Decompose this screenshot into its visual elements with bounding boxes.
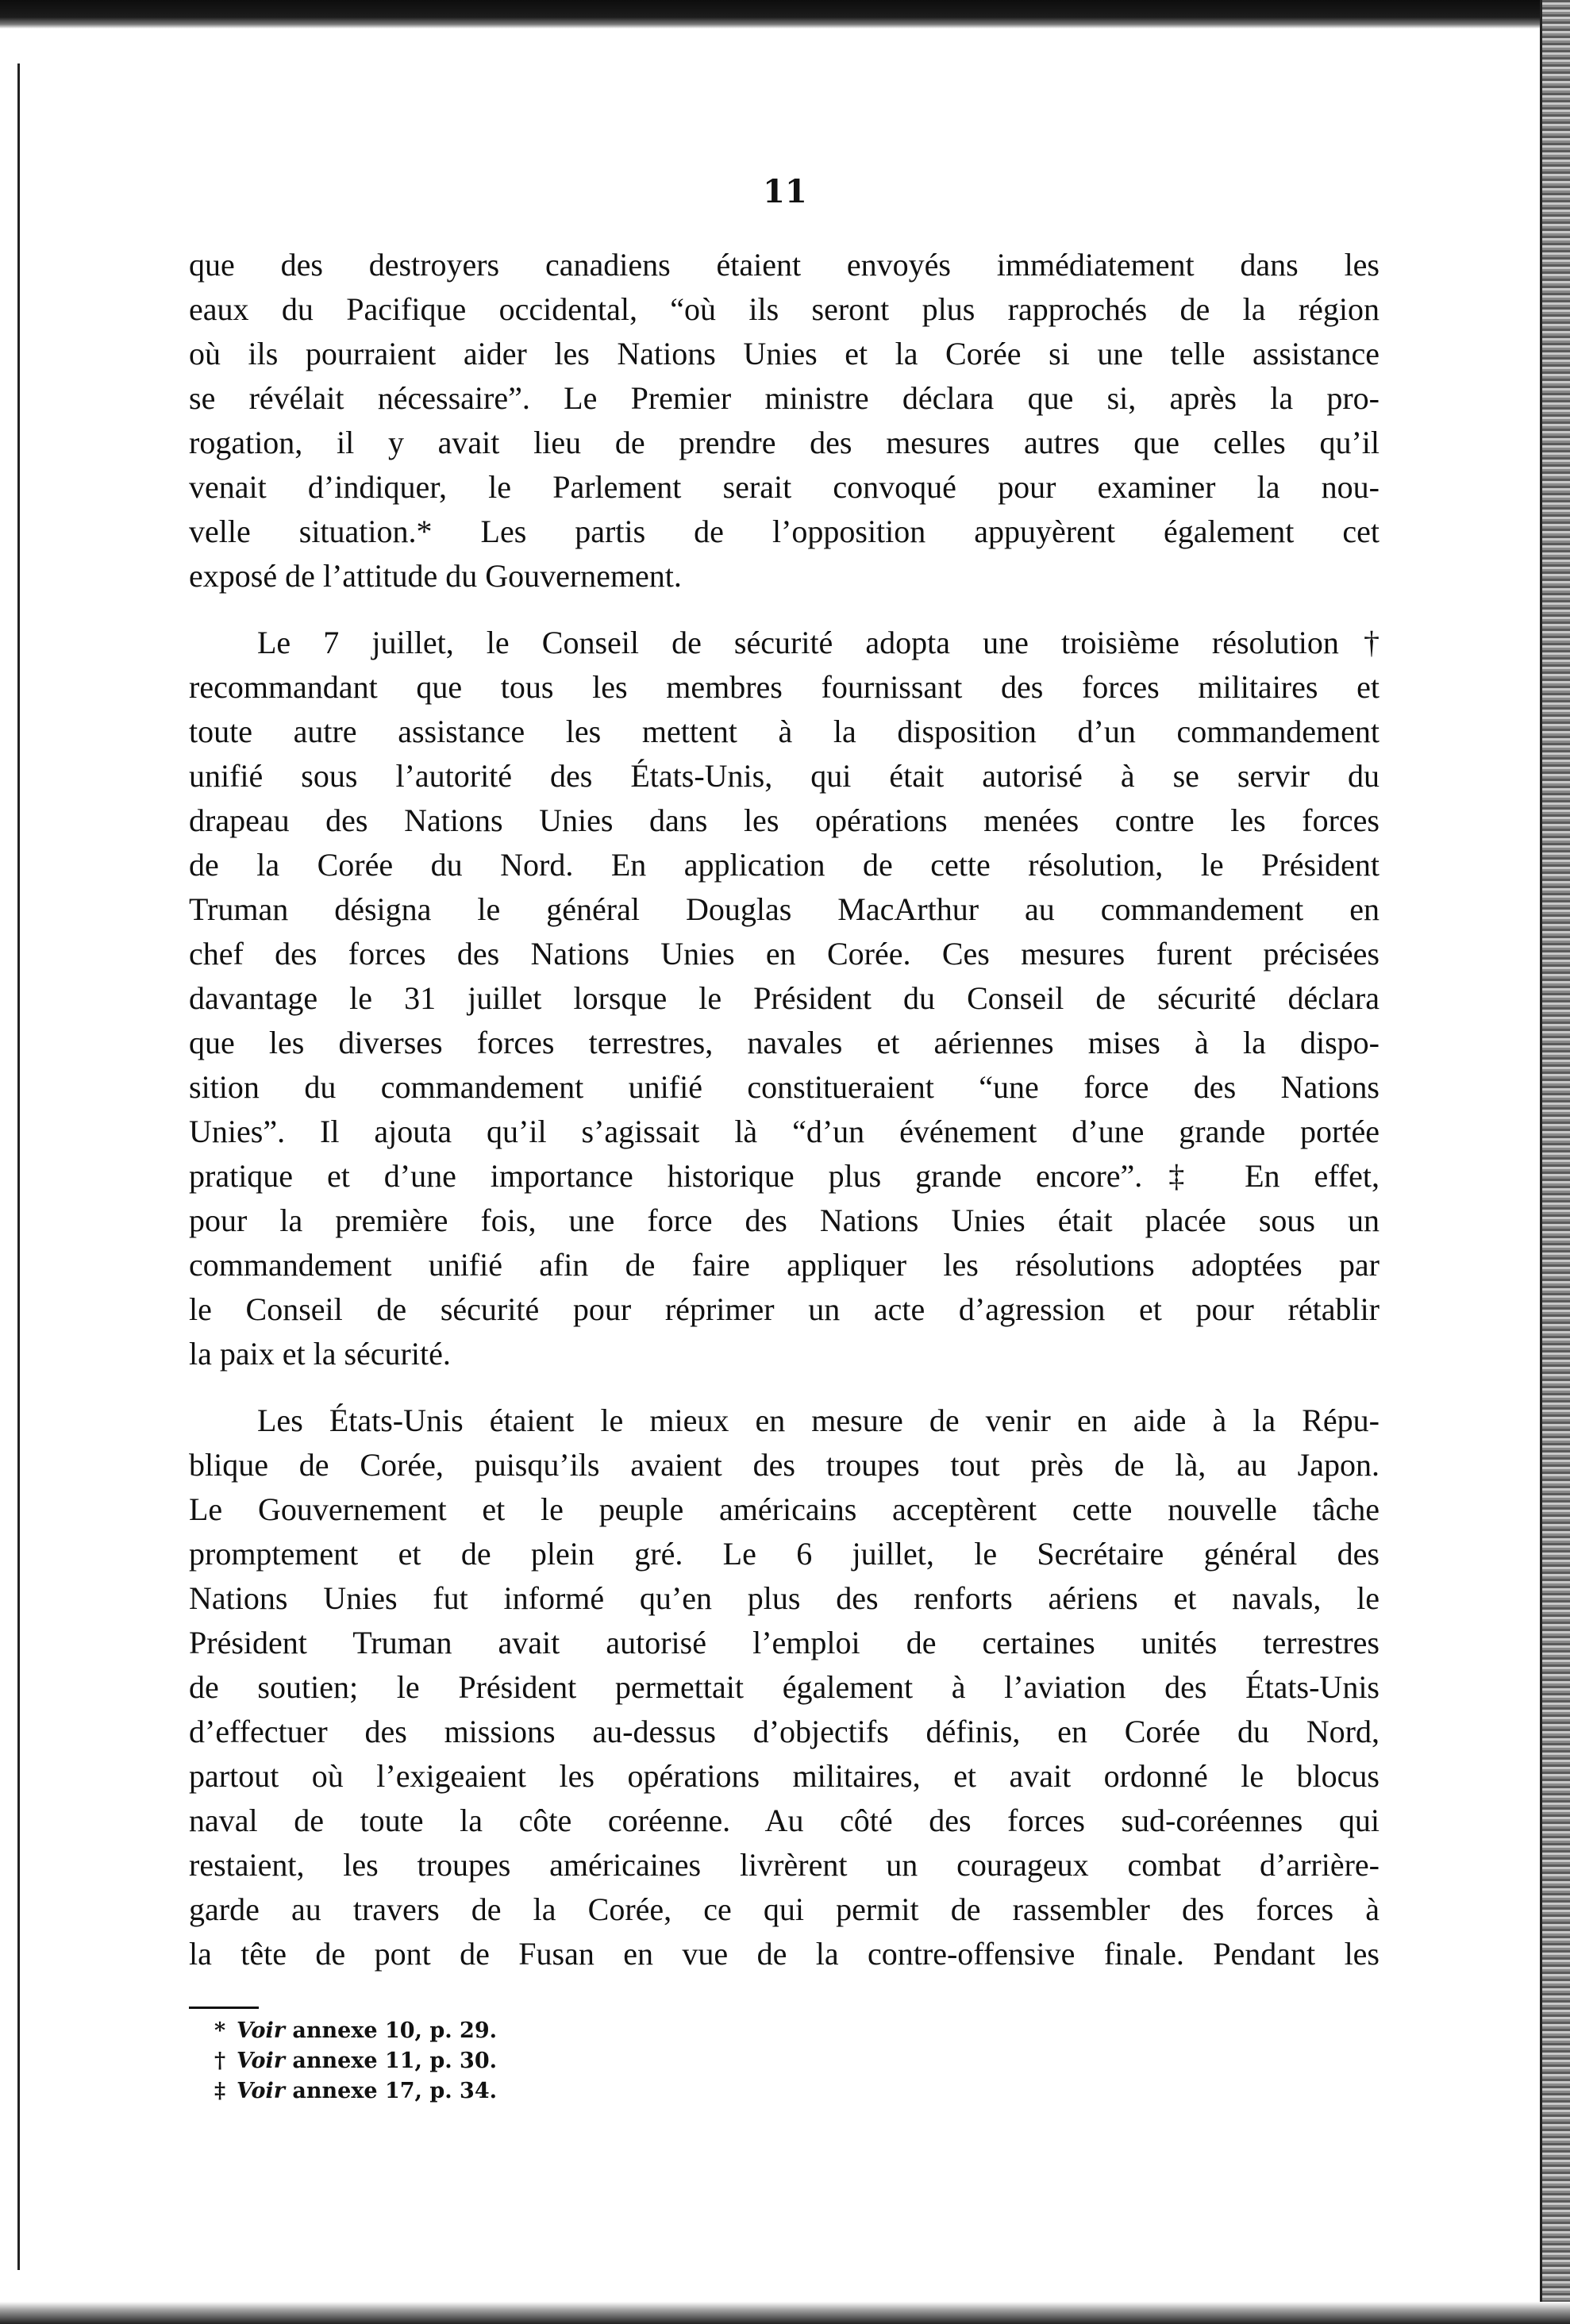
footnote (214, 2046, 497, 2076)
footnote-voir: Voir (237, 2049, 285, 2073)
scan-bottom-edge (0, 2302, 1570, 2324)
text-line: de la Corée du Nord. En application de cette résolution, le Président (189, 847, 1380, 883)
text-line: Unies”. Il ajouta qu’il s’agissait là “d’un événement d’une grande portée (189, 1114, 1380, 1149)
footnote-voir: Voir (237, 2018, 285, 2043)
scan-right-edge (1540, 0, 1570, 2324)
footnote-mark: * (214, 2018, 226, 2043)
text-line: sition du commandement unifié constitueraient “une force des Nations (189, 1069, 1380, 1105)
text-line: Le Gouvernement et le peuple américains acceptèrent cette nouvelle tâche (189, 1491, 1380, 1527)
paragraph-2 (189, 621, 1380, 1376)
text-line: Truman désigna le général Douglas MacArthur au commandement en (189, 891, 1380, 927)
footnote-text: annexe 10, p. 29. (292, 2018, 498, 2043)
text-line: Le 7 juillet, le Conseil de sécurité adopta une troisième résolution† (257, 625, 1380, 660)
text-line: garde au travers de la Corée, ce qui permit de rassembler des forces à (189, 1891, 1380, 1927)
text-line: velle situation.* Les partis de l’opposition appuyèrent également cet (189, 514, 1380, 549)
scan-top-edge (0, 0, 1570, 29)
footnote-rule (189, 2007, 259, 2009)
footnote-text: annexe 11, p. 30. (292, 2049, 498, 2073)
footnote (214, 2076, 497, 2107)
text-line: promptement et de plein gré. Le 6 juillet, le Secrétaire général des (189, 1536, 1380, 1572)
text-line: recommandant que tous les membres fournissant des forces militaires et (189, 669, 1380, 705)
footnote-mark: ‡ (214, 2079, 226, 2103)
text-line: la tête de pont de Fusan en vue de la contre-offensive finale. Pendant les (189, 1936, 1380, 1972)
text-line: eaux du Pacifique occidental, “où ils seront plus rapprochés de la région (189, 291, 1380, 327)
text-line: que des destroyers canadiens étaient envoyés immédiatement dans les (189, 247, 1380, 283)
text-line: pratique et d’une importance historique plus grande encore”.‡ En effet, (189, 1158, 1380, 1194)
text-line: Président Truman avait autorisé l’emploi de certaines unités terrestres (189, 1625, 1380, 1660)
text-line: exposé de l’attitude du Gouvernement. (189, 558, 682, 594)
footnotes (214, 2016, 497, 2107)
footnote-voir: Voir (237, 2079, 285, 2103)
page-number: 11 (763, 173, 807, 210)
scan-left-edge (17, 63, 20, 2270)
text-line: unifié sous l’autorité des États-Unis, qui était autorisé à se servir du (189, 758, 1380, 794)
text-line: blique de Corée, puisqu’ils avaient des troupes tout près de là, au Japon. (189, 1447, 1380, 1483)
footnote-mark: † (214, 2049, 226, 2073)
text-line: drapeau des Nations Unies dans les opérations menées contre les forces (189, 802, 1380, 838)
text-line: que les diverses forces terrestres, navales et aériennes mises à la dispo- (189, 1025, 1380, 1060)
paragraph-3 (189, 1399, 1380, 1976)
text-line: Nations Unies fut informé qu’en plus des renforts aériens et navals, le (189, 1580, 1380, 1616)
text-line: la paix et la sécurité. (189, 1336, 451, 1372)
paragraph-1 (189, 243, 1380, 598)
text-line: davantage le 31 juillet lorsque le Président du Conseil de sécurité déclara (189, 980, 1380, 1016)
text-line: restaient, les troupes américaines livrèrent un courageux combat d’arrière- (189, 1847, 1380, 1883)
text-line: le Conseil de sécurité pour réprimer un acte d’agression et pour rétablir (189, 1291, 1380, 1327)
text-line: toute autre assistance les mettent à la disposition d’un commandement (189, 714, 1380, 749)
text-line: venait d’indiquer, le Parlement serait convoqué pour examiner la nou- (189, 469, 1380, 505)
text-line: pour la première fois, une force des Nations Unies était placée sous un (189, 1202, 1380, 1238)
text-line: se révélait nécessaire”. Le Premier ministre déclara que si, après la pro- (189, 380, 1380, 416)
text-line: commandement unifié afin de faire appliquer les résolutions adoptées par (189, 1247, 1380, 1283)
text-line: d’effectuer des missions au-dessus d’objectifs définis, en Corée du Nord, (189, 1714, 1380, 1749)
footnote-text: annexe 17, p. 34. (292, 2079, 498, 2103)
text-line: de soutien; le Président permettait également à l’aviation des États-Unis (189, 1669, 1380, 1705)
footnote (214, 2016, 497, 2046)
text-line: partout où l’exigeaient les opérations militaires, et avait ordonné le blocus (189, 1758, 1380, 1794)
text-line: rogation, il y avait lieu de prendre des mesures autres que celles qu’il (189, 425, 1380, 460)
text-line: où ils pourraient aider les Nations Unies et la Corée si une telle assistance (189, 336, 1380, 371)
text-line: naval de toute la côte coréenne. Au côté des forces sud-coréennes qui (189, 1803, 1380, 1838)
text-line: chef des forces des Nations Unies en Corée. Ces mesures furent précisées (189, 936, 1380, 972)
body-text (189, 243, 1380, 1999)
text-line: Les États-Unis étaient le mieux en mesure de venir en aide à la Répu- (257, 1402, 1380, 1438)
